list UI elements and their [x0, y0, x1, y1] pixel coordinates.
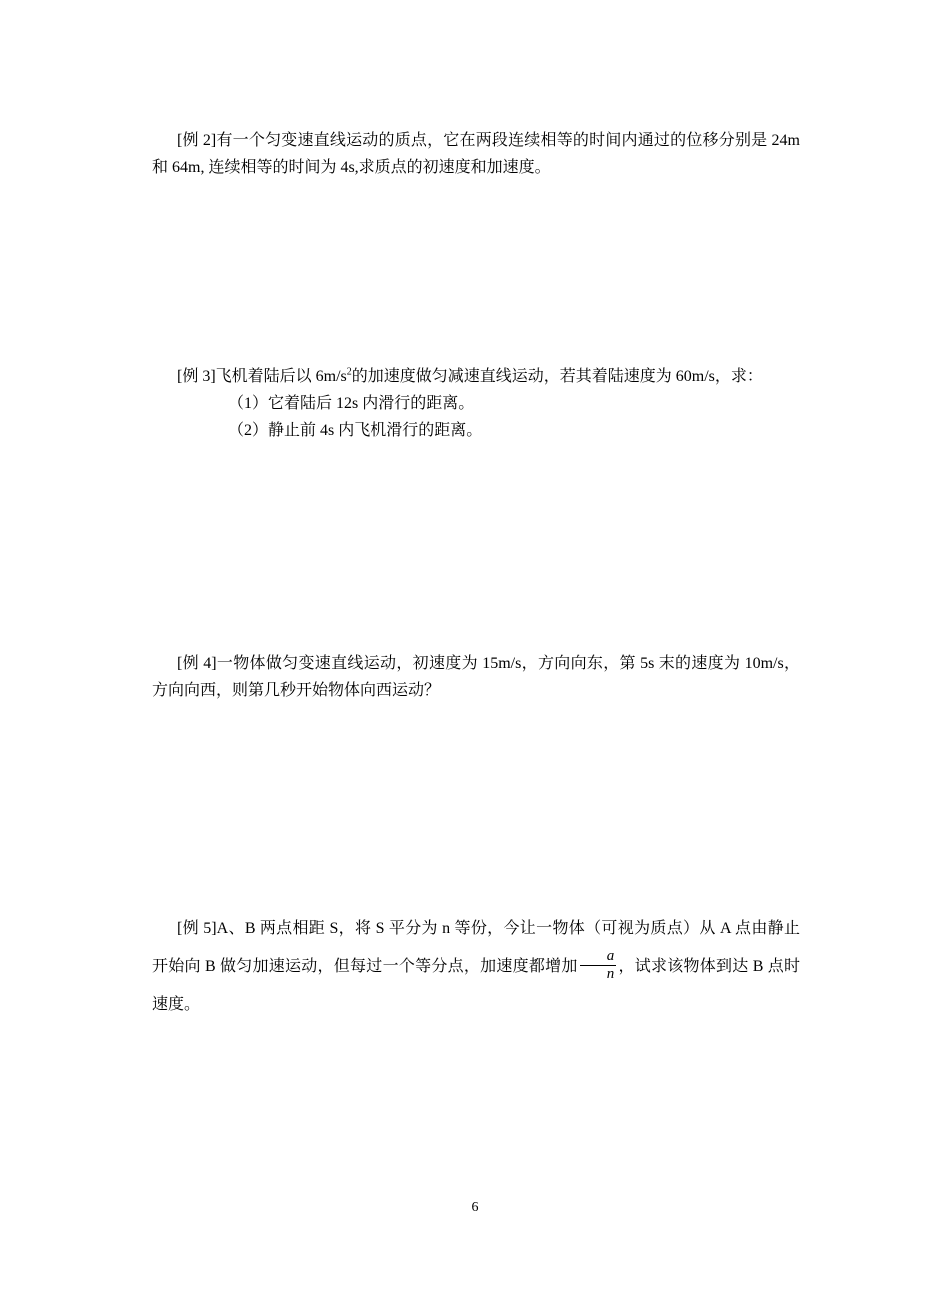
example-4-text: [例 4]一物体做匀变速直线运动，初速度为 15m/s，方向向东，第 5s 末的速度为 10m/s，方向向西，则第几秒开始物体向西运动？ [152, 655, 800, 699]
example-3-lead: [例 3]飞机着陆后以 6m/s [177, 368, 347, 385]
example-2-paragraph [152, 127, 800, 181]
example-5-paragraph [152, 910, 800, 1024]
example-2-text: [例 2]有一个匀变速直线运动的质点，它在两段连续相等的时间内通过的位移分别是 24m 和 64m, 连续相等的时间为 4s,求质点的初速度和加速度。 [152, 132, 800, 176]
page-number: 6 [471, 1200, 479, 1215]
example-3-rest: 的加速度做匀减速直线运动，若其着陆速度为 60m/s，求： [351, 368, 763, 385]
example-4-paragraph [152, 650, 800, 704]
example-3-paragraph [152, 363, 800, 390]
example-5-part-1: [例 5]A、B 两点相距 S，将 S 平分为 n 等份，今让一物体（可视为质点）从 A 点由静止开始向 B 做匀加速运动，但每过一个等分点，加速度都增加 [152, 920, 800, 975]
example-3-question-1: （1）它着陆后 12s 内滑行的距离。 [228, 395, 475, 412]
fraction-a-over-n [580, 948, 617, 983]
example-5-part-2: ，试求该物体到达 B 点时速度。 [152, 958, 800, 1013]
fraction-denominator: n [606, 965, 615, 982]
fraction-numerator: a [580, 948, 617, 966]
example-3-exponent: 2 [346, 366, 352, 378]
example-3-question-2: （2）静止前 4s 内飞机滑行的距离。 [228, 422, 483, 439]
